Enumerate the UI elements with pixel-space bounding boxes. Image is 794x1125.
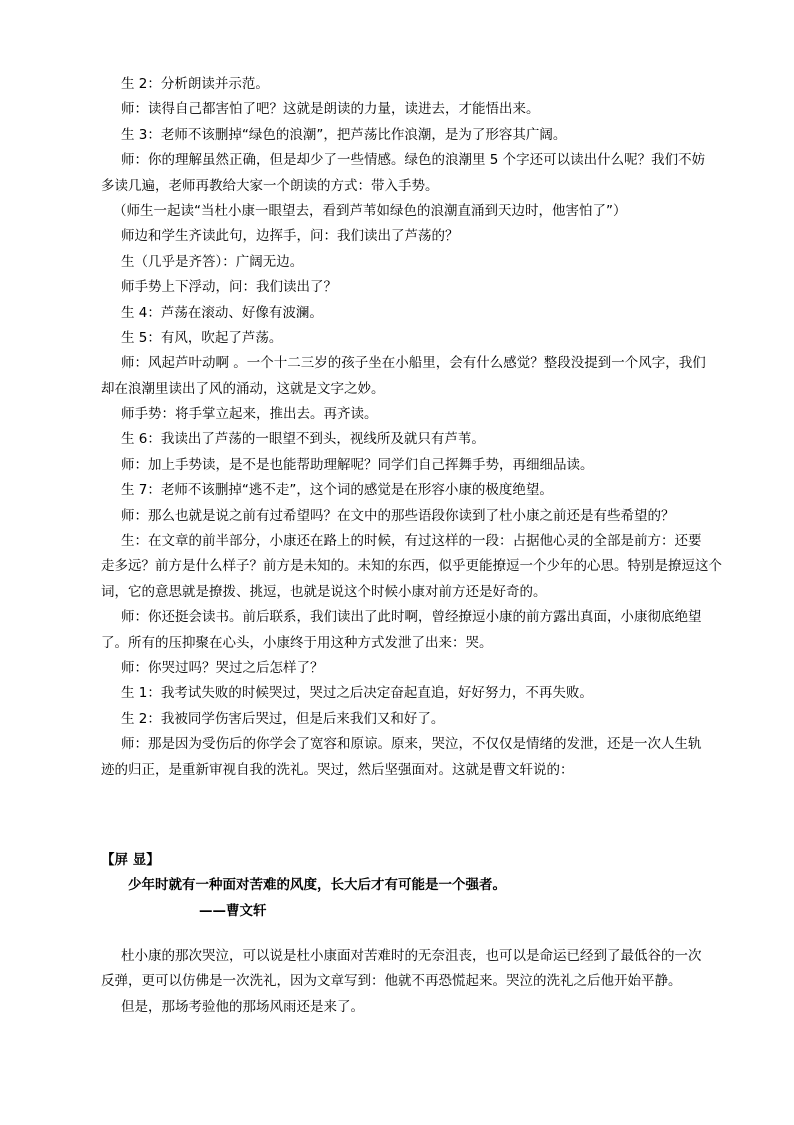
text-line: 了。所有的压抑聚在心头，小康终于用这种方式发泄了出来：哭。 xyxy=(101,634,493,651)
text-line: 生：在文章的前半部分，小康还在路上的时候，有过这样的一段：占据他心灵的全部是前方：还要 xyxy=(121,533,702,550)
dialogue-section xyxy=(101,72,722,783)
text-line: 师：那么也就是说之前有过希望吗？在文中的那些语段你读到了杜小康之前还是有些希望的？ xyxy=(121,507,675,524)
text-line: 师：你还挺会读书。前后联系，我们读出了此时啊，曾经撩逗小康的前方露出真面，小康彻底绝望 xyxy=(121,609,702,626)
text-line: 师边和学生齐读此句，边挥手，问：我们读出了芦荡的？ xyxy=(121,228,459,245)
text-line: 师：风起芦叶动啊 。一个十二三岁的孩子坐在小船里，会有什么感觉？整段没提到一个风字，我们 xyxy=(121,355,706,372)
text-line: 师：加上手势读，是不是也能帮助理解呢？同学们自己挥舞手势，再细细品读。 xyxy=(121,456,594,473)
text-line: 迹的归正，是重新审视自我的洗礼。哭过，然后坚强面对。这就是曹文轩说的： xyxy=(101,761,574,778)
text-line: 师：读得自己都害怕了吧？这就是朗读的力量，读进去，才能悟出来。 xyxy=(121,101,540,118)
text-line: （师生一起读“当杜小康一眼望去，看到芦苇如绿色的浪潮直涌到天边时，他害怕了”） xyxy=(113,202,627,219)
text-line: 师：那是因为受伤后的你学会了宽容和原谅。原来，哭泣，不仅仅是情绪的发泄，还是一次人生轨 xyxy=(121,736,702,753)
text-line: 走多远？前方是什么样子？前方是未知的。未知的东西，似乎更能撩逗一个少年的心思。特别是撩逗这个 xyxy=(101,558,722,575)
text-line: 生 4：芦荡在滚动、好像有波澜。 xyxy=(121,304,323,321)
text-line: 多读几遍，老师再教给大家一个朗读的方式：带入手势。 xyxy=(101,177,439,194)
quote-text: 少年时就有一种面对苦难的风度，长大后才有可能是一个强者。 xyxy=(128,877,506,893)
text-line: 生 1：我考试失败的时候哭过，哭过之后决定奋起直追，好好努力，不再失败。 xyxy=(121,685,593,702)
text-line: 师：你哭过吗？哭过之后怎样了？ xyxy=(121,659,324,676)
text-line: 师手势上下浮动，问：我们读出了？ xyxy=(121,279,337,296)
quote-author: ——曹文轩 xyxy=(199,903,267,919)
text-line: 却在浪潮里读出了风的涌动，这就是文字之妙。 xyxy=(101,380,385,397)
text-line: 生 7：老师不该删掉“逃不走”，这个词的感觉是在形容小康的极度绝望。 xyxy=(121,482,553,499)
text-line: 杜小康的那次哭泣，可以说是杜小康面对苦难时的无奈沮丧，也可以是命运已经到了最低谷的一次 xyxy=(121,948,702,964)
text-line: 反弹，更可以仿佛是一次洗礼，因为文章写到：他就不再恐慌起来。哭泣的洗礼之后他开始平静。 xyxy=(101,973,682,990)
text-line: 生 2：我被同学伤害后哭过，但是后来我们又和好了。 xyxy=(121,710,445,727)
text-line: 生 3：老师不该删掉“绿色的浪潮”，把芦荡比作浪潮，是为了形容其广阔。 xyxy=(121,126,567,143)
text-line: 师手势：将手掌立起来，推出去。再齐读。 xyxy=(121,406,378,423)
text-line: 生 6：我读出了芦荡的一眼望不到头，视线所及就只有芦苇。 xyxy=(121,431,485,448)
text-line: 师：你的理解虽然正确，但是却少了一些情感。绿色的浪潮里 5 个字还可以读出什么呢？我们不妨 xyxy=(121,152,706,169)
text-line: 词，它的意思就是撩拨、挑逗，也就是说这个时候小康对前方还是好奇的。 xyxy=(101,583,547,600)
text-line: 但是，那场考验他的那场风雨还是来了。 xyxy=(121,998,364,1015)
text-line: 生 2：分析朗读并示范。 xyxy=(121,76,269,92)
closing-section xyxy=(101,944,701,1020)
text-line: 生（几乎是齐答）：广阔无边。 xyxy=(121,253,304,270)
screen-display-section xyxy=(101,848,701,924)
text-line: 生 5：有风，吹起了芦荡。 xyxy=(121,329,283,346)
screen-label: 【屏 显】 xyxy=(101,852,160,868)
